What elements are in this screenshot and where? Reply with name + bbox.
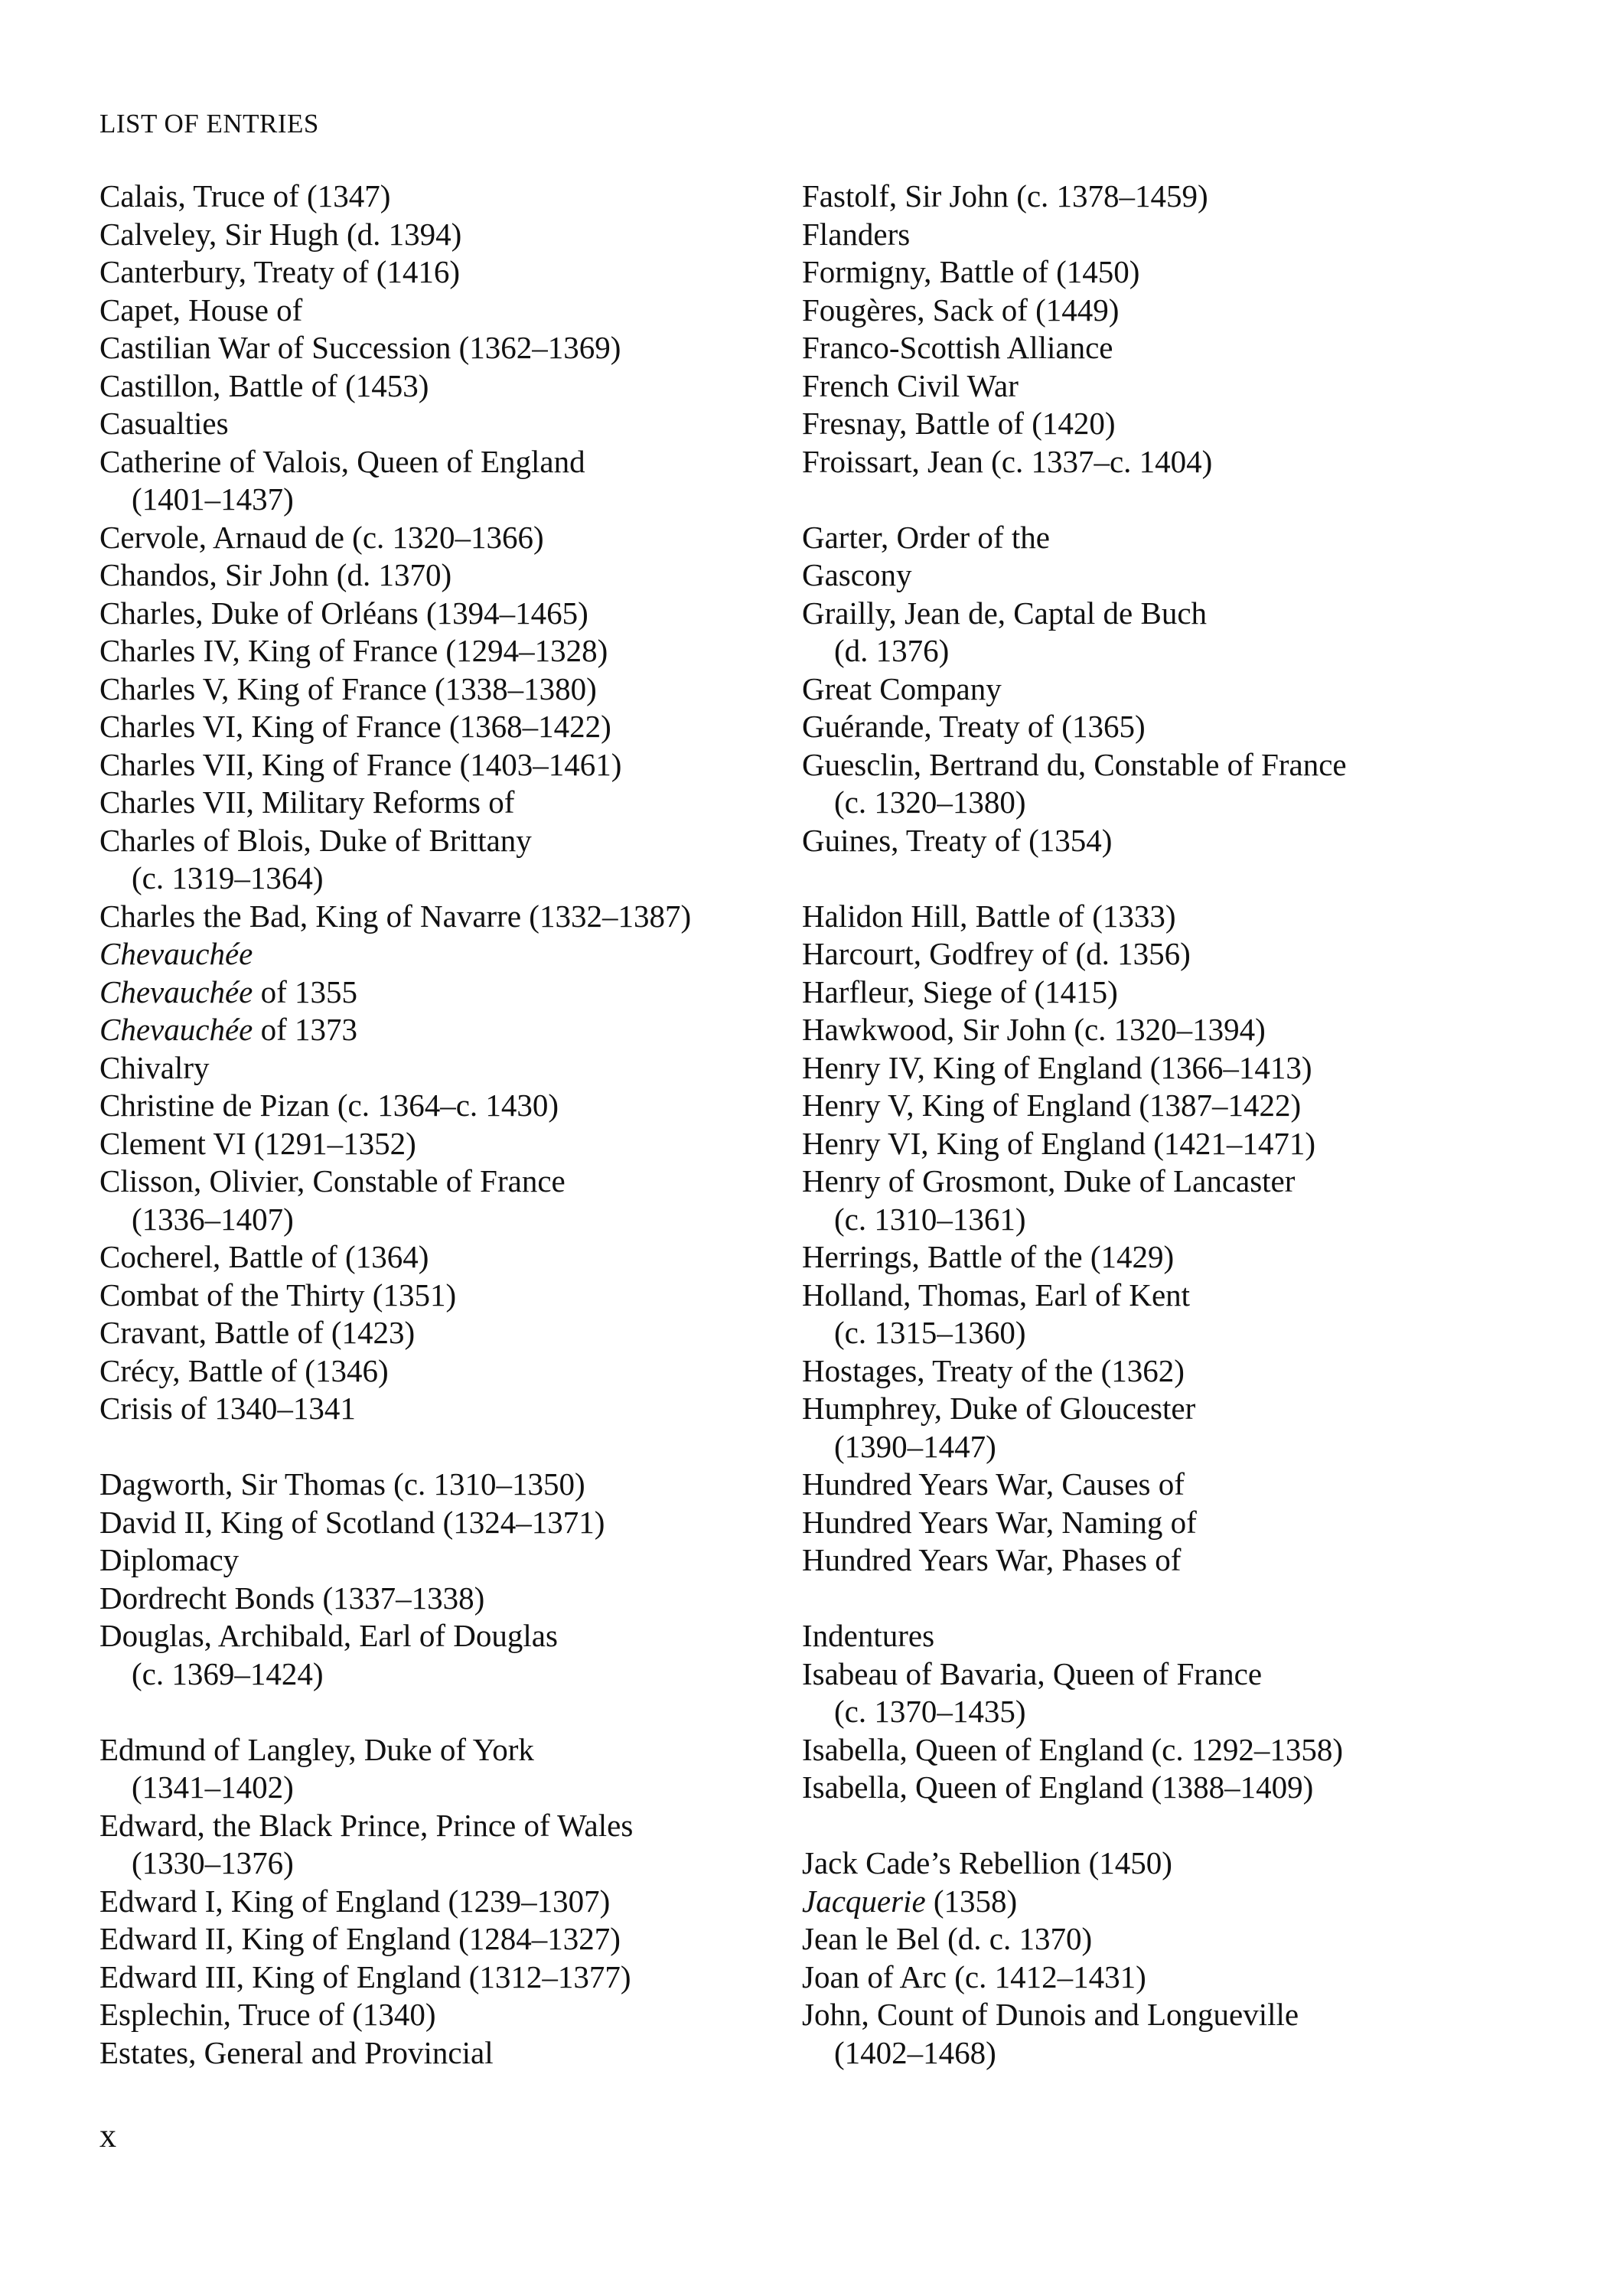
list-item bbox=[802, 1125, 1491, 1163]
left-column bbox=[99, 178, 788, 2072]
entry-line: Jack Cade’s Rebellion (1450) bbox=[802, 1845, 1172, 1880]
entry-line: Isabella, Queen of England (c. 1292–1358) bbox=[802, 1731, 1344, 1767]
entry-suffix: of 1355 bbox=[253, 974, 357, 1009]
entry-line: Halidon Hill, Battle of (1333) bbox=[802, 898, 1176, 934]
entry-line: Guines, Treaty of (1354) bbox=[802, 822, 1113, 858]
list-item bbox=[99, 935, 788, 974]
italic-term: Chevauchée bbox=[99, 936, 253, 971]
entry-continuation: (1390–1447) bbox=[834, 1428, 996, 1464]
entry-line: Clement VI (1291–1352) bbox=[99, 1125, 416, 1161]
list-item bbox=[802, 329, 1491, 367]
entry-line: Crécy, Battle of (1346) bbox=[99, 1352, 389, 1388]
list-item bbox=[802, 292, 1491, 330]
list-item bbox=[99, 292, 788, 330]
list-item bbox=[99, 1731, 788, 1807]
list-item bbox=[802, 519, 1491, 557]
entry-line: Chivalry bbox=[99, 1049, 210, 1085]
entry-line: Calais, Truce of (1347) bbox=[99, 178, 391, 214]
entry-line: Edmund of Langley, Duke of York bbox=[99, 1731, 534, 1767]
entry-line: Grailly, Jean de, Captal de Buch bbox=[802, 595, 1208, 631]
list-item bbox=[99, 1617, 788, 1693]
list-item bbox=[99, 1390, 788, 1428]
entry-line: Harcourt, Godfrey of (d. 1356) bbox=[802, 936, 1191, 971]
list-item bbox=[99, 974, 788, 1012]
list-item bbox=[99, 1163, 788, 1238]
entry-line: Calveley, Sir Hugh (d. 1394) bbox=[99, 216, 462, 252]
list-item bbox=[99, 1504, 788, 1542]
list-item bbox=[99, 519, 788, 557]
entry-line: Flanders bbox=[802, 216, 911, 252]
list-item bbox=[802, 708, 1491, 746]
list-item bbox=[99, 1920, 788, 1958]
list-item bbox=[802, 1390, 1491, 1466]
list-item bbox=[802, 1352, 1491, 1391]
entry-line: Crisis of 1340–1341 bbox=[99, 1391, 356, 1426]
entry-continuation: (d. 1376) bbox=[834, 633, 950, 668]
list-item bbox=[802, 670, 1491, 709]
list-item bbox=[802, 367, 1491, 406]
list-item bbox=[802, 822, 1491, 860]
list-item bbox=[802, 443, 1491, 481]
list-item bbox=[802, 405, 1491, 443]
entry-continuation: (c. 1320–1380) bbox=[834, 784, 1026, 820]
entry-line: Humphrey, Duke of Gloucester bbox=[802, 1391, 1196, 1426]
entry-continuation: (1336–1407) bbox=[132, 1201, 294, 1237]
entry-line: Charles, Duke of Orléans (1394–1465) bbox=[99, 595, 588, 631]
list-item bbox=[802, 1617, 1491, 1655]
entry-line: Great Company bbox=[802, 670, 1002, 706]
list-item bbox=[802, 898, 1491, 936]
list-item bbox=[99, 670, 788, 709]
list-item bbox=[802, 935, 1491, 974]
list-item bbox=[802, 1238, 1491, 1277]
list-item bbox=[802, 1655, 1491, 1731]
entry-line: Charles VI, King of France (1368–1422) bbox=[99, 709, 611, 744]
list-item bbox=[802, 216, 1491, 254]
list-item bbox=[99, 1996, 788, 2034]
list-item bbox=[802, 1920, 1491, 1958]
list-item bbox=[802, 1844, 1491, 1883]
entry-continuation: (c. 1369–1424) bbox=[132, 1655, 324, 1691]
list-item bbox=[99, 253, 788, 292]
entry-line: Charles the Bad, King of Navarre (1332–1387) bbox=[99, 898, 692, 934]
list-item bbox=[99, 822, 788, 898]
entry-line: Jean le Bel (d. c. 1370) bbox=[802, 1921, 1093, 1956]
entry-line: Franco-Scottish Alliance bbox=[802, 330, 1113, 365]
entry-line: Henry V, King of England (1387–1422) bbox=[802, 1088, 1302, 1123]
entry-line: Joan of Arc (c. 1412–1431) bbox=[802, 1958, 1146, 1994]
list-item bbox=[802, 178, 1491, 216]
list-item bbox=[99, 1238, 788, 1277]
entry-line: Diplomacy bbox=[99, 1542, 240, 1577]
entry-line: Henry of Grosmont, Duke of Lancaster bbox=[802, 1163, 1296, 1199]
entry-line: Castillon, Battle of (1453) bbox=[99, 367, 429, 403]
entry-suffix: (1358) bbox=[925, 1883, 1018, 1919]
list-item bbox=[802, 1466, 1491, 1504]
list-item bbox=[802, 1049, 1491, 1088]
entry-line: Hundred Years War, Phases of bbox=[802, 1542, 1182, 1577]
entry-continuation: (1330–1376) bbox=[132, 1845, 294, 1880]
entry-line bbox=[99, 974, 788, 1012]
list-item bbox=[802, 746, 1491, 822]
list-item bbox=[802, 1958, 1491, 1997]
italic-term: Chevauchée bbox=[99, 1012, 253, 1047]
list-item bbox=[802, 595, 1491, 670]
entry-line bbox=[99, 935, 788, 974]
entry-line: Edward I, King of England (1239–1307) bbox=[99, 1883, 611, 1919]
entry-line: Clisson, Olivier, Constable of France bbox=[99, 1163, 566, 1199]
entry-line: Fougères, Sack of (1449) bbox=[802, 292, 1120, 328]
section-gap bbox=[99, 1428, 788, 1466]
entry-line: Christine de Pizan (c. 1364–c. 1430) bbox=[99, 1088, 559, 1123]
list-item bbox=[99, 1011, 788, 1049]
list-item bbox=[802, 1011, 1491, 1049]
list-item bbox=[99, 1580, 788, 1618]
list-item bbox=[802, 974, 1491, 1012]
entry-line: Casualties bbox=[99, 406, 229, 441]
entry-suffix: of 1373 bbox=[253, 1012, 357, 1047]
list-item bbox=[99, 1352, 788, 1391]
entry-line: Harfleur, Siege of (1415) bbox=[802, 974, 1118, 1009]
list-item bbox=[99, 367, 788, 406]
entry-line: Chandos, Sir John (d. 1370) bbox=[99, 557, 452, 592]
entry-line: Dordrecht Bonds (1337–1338) bbox=[99, 1580, 485, 1616]
list-item bbox=[99, 1125, 788, 1163]
entry-line: Canterbury, Treaty of (1416) bbox=[99, 254, 461, 289]
entry-line: Fastolf, Sir John (c. 1378–1459) bbox=[802, 178, 1208, 214]
list-item bbox=[99, 556, 788, 595]
entry-continuation: (c. 1310–1361) bbox=[834, 1201, 1026, 1237]
list-item bbox=[802, 1883, 1491, 1921]
entry-line: Catherine of Valois, Queen of England bbox=[99, 443, 585, 479]
running-head: LIST OF ENTRIES bbox=[99, 109, 319, 139]
entry-line: Charles VII, Military Reforms of bbox=[99, 784, 515, 820]
entry-line: Estates, General and Provincial bbox=[99, 2034, 494, 2070]
entry-line: Garter, Order of the bbox=[802, 519, 1050, 555]
entry-line: Charles V, King of France (1338–1380) bbox=[99, 670, 597, 706]
entry-line: Indentures bbox=[802, 1618, 935, 1653]
list-item bbox=[99, 746, 788, 784]
entry-line: Isabeau of Bavaria, Queen of France bbox=[802, 1655, 1263, 1691]
list-item bbox=[99, 1277, 788, 1315]
entry-line: Guesclin, Bertrand du, Constable of France bbox=[802, 746, 1347, 782]
list-item bbox=[99, 1883, 788, 1921]
list-item bbox=[99, 898, 788, 936]
entry-line: Henry IV, King of England (1366–1413) bbox=[802, 1049, 1312, 1085]
entry-line: Douglas, Archibald, Earl of Douglas bbox=[99, 1618, 558, 1653]
entry-line: French Civil War bbox=[802, 367, 1019, 403]
list-item bbox=[802, 1541, 1491, 1580]
entry-line: David II, King of Scotland (1324–1371) bbox=[99, 1504, 605, 1540]
list-item bbox=[99, 405, 788, 443]
entry-continuation: (1341–1402) bbox=[132, 1769, 294, 1805]
list-item bbox=[99, 1541, 788, 1580]
list-item bbox=[99, 595, 788, 633]
list-item bbox=[802, 556, 1491, 595]
entry-line: Hawkwood, Sir John (c. 1320–1394) bbox=[802, 1012, 1266, 1047]
entry-line: Fresnay, Battle of (1420) bbox=[802, 406, 1116, 441]
list-item bbox=[99, 329, 788, 367]
entry-line: Edward III, King of England (1312–1377) bbox=[99, 1958, 631, 1994]
entry-line: Edward II, King of England (1284–1327) bbox=[99, 1921, 621, 1956]
list-item bbox=[802, 253, 1491, 292]
list-item bbox=[802, 1769, 1491, 1807]
section-gap bbox=[802, 859, 1491, 898]
entry-continuation: (c. 1319–1364) bbox=[132, 860, 324, 895]
list-item bbox=[802, 1996, 1491, 2072]
entry-line: Charles VII, King of France (1403–1461) bbox=[99, 746, 622, 782]
right-column bbox=[802, 178, 1491, 2072]
entry-line: Hostages, Treaty of the (1362) bbox=[802, 1352, 1185, 1388]
entry-line bbox=[802, 1883, 1491, 1921]
entry-line: Isabella, Queen of England (1388–1409) bbox=[802, 1769, 1314, 1805]
entry-line: Cravant, Battle of (1423) bbox=[99, 1315, 416, 1350]
section-gap bbox=[802, 1580, 1491, 1618]
entry-line bbox=[99, 1011, 788, 1049]
entry-line: Esplechin, Truce of (1340) bbox=[99, 1997, 436, 2032]
list-item bbox=[99, 784, 788, 822]
list-item bbox=[802, 1504, 1491, 1542]
entry-line: Hundred Years War, Causes of bbox=[802, 1466, 1185, 1502]
list-item bbox=[802, 1087, 1491, 1125]
section-gap bbox=[99, 1693, 788, 1731]
entry-line: Froissart, Jean (c. 1337–c. 1404) bbox=[802, 443, 1213, 479]
entry-line: Edward, the Black Prince, Prince of Wales bbox=[99, 1807, 634, 1843]
entry-line: Formigny, Battle of (1450) bbox=[802, 254, 1140, 289]
list-item bbox=[99, 1807, 788, 1883]
list-item bbox=[99, 1466, 788, 1504]
entry-line: Charles of Blois, Duke of Brittany bbox=[99, 822, 532, 858]
page-number: x bbox=[99, 2117, 116, 2154]
entry-line: Hundred Years War, Naming of bbox=[802, 1504, 1197, 1540]
list-item bbox=[99, 708, 788, 746]
list-item bbox=[99, 1087, 788, 1125]
section-gap bbox=[802, 481, 1491, 519]
entry-line: Herrings, Battle of the (1429) bbox=[802, 1239, 1175, 1274]
list-item bbox=[99, 1958, 788, 1997]
entry-continuation: (c. 1370–1435) bbox=[834, 1694, 1026, 1729]
entry-line: Holland, Thomas, Earl of Kent bbox=[802, 1277, 1191, 1313]
entry-continuation: (c. 1315–1360) bbox=[834, 1315, 1026, 1350]
entry-line: Guérande, Treaty of (1365) bbox=[802, 709, 1146, 744]
entry-line: John, Count of Dunois and Longueville bbox=[802, 1997, 1299, 2032]
entry-line: Capet, House of bbox=[99, 292, 303, 328]
entry-line: Cocherel, Battle of (1364) bbox=[99, 1239, 429, 1274]
list-item bbox=[802, 1277, 1491, 1352]
list-item bbox=[99, 1049, 788, 1088]
entry-line: Henry VI, King of England (1421–1471) bbox=[802, 1125, 1316, 1161]
entry-line: Gascony bbox=[802, 557, 912, 592]
entry-continuation: (1402–1468) bbox=[834, 2034, 996, 2070]
list-item bbox=[99, 1314, 788, 1352]
list-item bbox=[99, 443, 788, 519]
entry-continuation: (1401–1437) bbox=[132, 481, 294, 517]
entry-line: Combat of the Thirty (1351) bbox=[99, 1277, 457, 1313]
list-item bbox=[99, 216, 788, 254]
italic-term: Jacquerie bbox=[802, 1883, 926, 1919]
italic-term: Chevauchée bbox=[99, 974, 253, 1009]
entry-line: Dagworth, Sir Thomas (c. 1310–1350) bbox=[99, 1466, 585, 1502]
entry-line: Cervole, Arnaud de (c. 1320–1366) bbox=[99, 519, 544, 555]
list-item bbox=[99, 2034, 788, 2073]
list-item bbox=[99, 178, 788, 216]
list-item bbox=[802, 1163, 1491, 1238]
entry-line: Charles IV, King of France (1294–1328) bbox=[99, 633, 608, 668]
list-item bbox=[802, 1731, 1491, 1769]
list-item bbox=[99, 632, 788, 670]
section-gap bbox=[802, 1807, 1491, 1845]
entry-line: Castilian War of Succession (1362–1369) bbox=[99, 330, 621, 365]
